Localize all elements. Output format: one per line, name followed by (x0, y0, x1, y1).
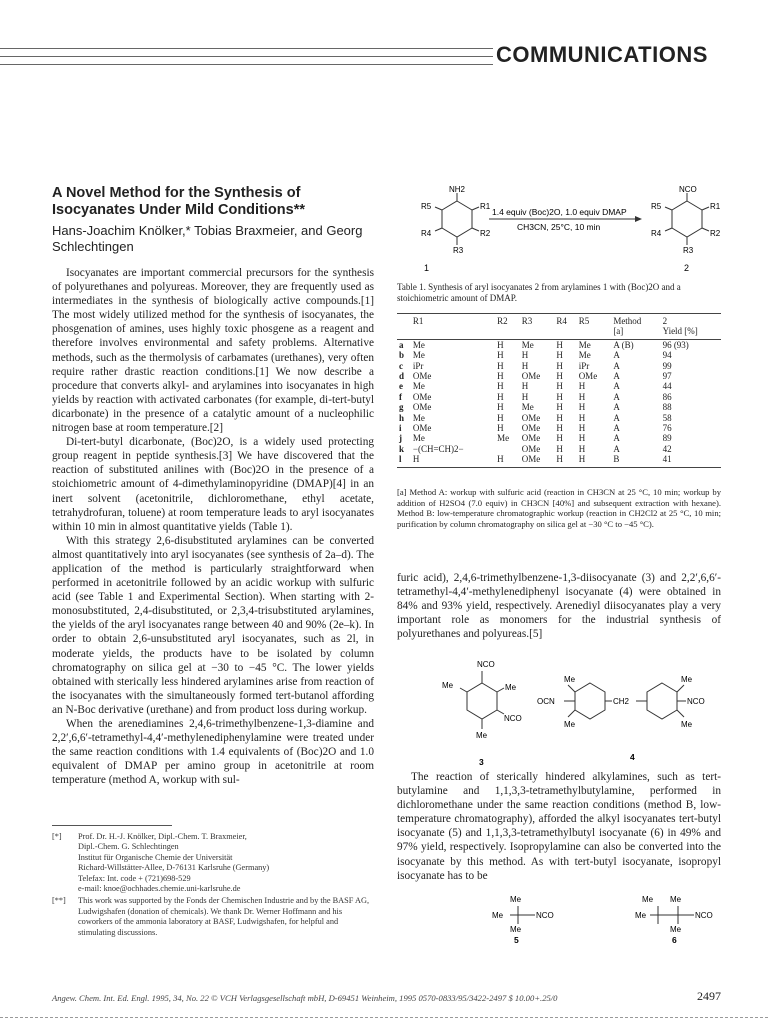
table-cell: A (613, 350, 620, 361)
table-cell: H (556, 391, 563, 402)
me-label: Me (564, 675, 576, 684)
table-cell: H (497, 391, 504, 402)
benzene-ring (467, 683, 497, 719)
me-label: Me (670, 895, 682, 904)
ocn-label: OCN (537, 697, 555, 706)
table-cell (495, 444, 520, 454)
benzene-ring-product (672, 201, 702, 237)
me-label: Me (681, 720, 693, 729)
table-cell: Me (412, 350, 425, 361)
table-cell: e (399, 381, 403, 392)
table-cell: A (613, 433, 620, 444)
me-label: Me (505, 683, 517, 692)
compound-label-3: 3 (479, 757, 484, 767)
table-cell: H (497, 423, 504, 434)
conditions-line: CH3CN, 25°C, 10 min (517, 222, 601, 232)
table-cell: H (556, 339, 563, 350)
footnote (52, 832, 374, 894)
table-cell: −(CH=CH)2− (412, 443, 464, 454)
page-edge-rule (0, 1017, 768, 1018)
compound-label-5: 5 (514, 935, 519, 945)
table-cell: h (399, 412, 405, 423)
reagents-line: 1.4 equiv (Boc)2O, 1.0 equiv DMAP (492, 207, 627, 217)
page-footer: Angew. Chem. Int. Ed. Engl. 1995, 34, No. 22 © VCH Verlagsgesellschaft mbH, D-69451 Weinheim, 1995 0570-0833/95/3422-2497 $ 10.00+.25/0 (52, 993, 558, 1003)
compound-label-1: 1 (424, 263, 430, 273)
benzene-ring (575, 683, 605, 719)
body-column-left (52, 266, 374, 787)
table-cell: 44 (662, 381, 672, 392)
table-cell: Me (412, 381, 425, 392)
table-cell: 89 (662, 433, 672, 444)
table-cell: 97 (662, 371, 672, 382)
title-line: Isocyanates Under Mild Conditions** (52, 202, 305, 218)
table-cell: H (556, 443, 563, 454)
r3-label: R3 (683, 246, 694, 255)
section-heading: COMMUNICATIONS (496, 42, 708, 67)
table-cell: 88 (662, 402, 672, 413)
table-subheader-cell: [a] (611, 326, 660, 339)
table-footnote: [a] Method A: workup with sulfuric acid (reaction in CH3CN at 25 °C, 10 min; workup by addition of H2SO4 (7.0 equiv) in CH3CN [40%] and subsequent extraction with hexane). Method B: low-temperature chromatographic workup (reaction in CH2Cl2 at 25 °C, 10 min; purification by column chromatography on silica gel at −30 °C to −45 °C). (397, 487, 721, 529)
header-rule (0, 48, 493, 49)
footnote-marker: [*] (52, 832, 62, 841)
table-cell: OMe (521, 371, 541, 382)
table-cell: H (556, 423, 563, 434)
table-cell: H (521, 391, 529, 402)
authors-line: Hans-Joachim Knölker,* Tobias Braxmeier, and Georg (52, 223, 363, 238)
table-header-cell: R3 (520, 314, 555, 327)
table-cell: Me (412, 339, 425, 350)
table-row (397, 381, 721, 391)
table-header-cell (397, 314, 411, 327)
paragraph: furic acid), 2,4,6-trimethylbenzene-1,3-diisocyanate (3) and 2,2′,6,6′-tetramethyl-4,4′-methylenediphenyl isocyanate (4) were obtained in 84% and 93% yield, respectively. Arenediyl diisocyanates play a very important role as monomers for the industrial synthesis of polyurethanes and polyureas.[5] (397, 572, 721, 641)
structures-5-6 (480, 886, 730, 946)
footnote-line: e-mail: knoe@ochhades.chemie.uni-karlsruhe.de (78, 884, 241, 894)
footnote-marker: [**] (52, 896, 66, 906)
paragraph: Di-tert-butyl dicarbonate, (Boc)2O, is a widely used protecting group reagent in peptide synthesis.[3] We have discovered that the reaction of substituted anilines with (Boc)2O in the presence of a stoichiometric amount of 4-dimethylaminopyridine (DMAP)[4] in an inert solvent (acetonitrile, dichloromethane, ethyl acetate, tetrahydrofuran, toluene) at room temperature leads to aryl isocyanates within 10 min in almost quantitative yields (Table 1). (52, 436, 374, 533)
me-label: Me (476, 731, 488, 740)
header-rule (0, 56, 493, 57)
paragraph: When the arenediamines 2,4,6-trimethylbenzene-1,3-diamine and 2,2′,6,6′-tetramethyl-4,4′-methylenediphenylamine were treated under the same reaction conditions with 1.4 equivalents of (Boc)2O and 1.0 equivalent of DMAP per amino group in acetonitrile at room temperature (method A, workup with sul- (52, 718, 374, 787)
title-line: A Novel Method for the Synthesis of (52, 185, 301, 201)
r2-label: R2 (480, 229, 491, 238)
footnote-line: Richard-Willstätter-Allee, D-76131 Karlsruhe (Germany) (78, 863, 270, 873)
table-cell: H (521, 360, 529, 371)
footnote-line: Institut für Organische Chemie der Universität (78, 852, 233, 862)
table-subheader-cell (554, 326, 576, 339)
table-row (397, 423, 721, 433)
table-row (397, 350, 721, 360)
table-cell: 94 (662, 350, 672, 361)
table-cell: iPr (412, 360, 424, 371)
r1-label: R1 (480, 202, 491, 211)
me-label: Me (564, 720, 576, 729)
table-caption: Table 1. Synthesis of aryl isocyanates 2 from arylamines 1 with (Boc)2O and a stoichiometric amount of DMAP. (397, 282, 681, 303)
arrow-head (635, 216, 642, 222)
table-cell: H (497, 350, 504, 361)
table-cell: OMe (521, 423, 541, 434)
table-cell: 42 (662, 443, 672, 454)
body-column-right (397, 571, 721, 641)
me-label: Me (670, 925, 682, 934)
table-cell: Me (578, 350, 591, 361)
table-cell: A (613, 402, 620, 413)
table-cell: H (556, 350, 563, 361)
table-cell: OMe (521, 412, 541, 423)
table-row (397, 361, 721, 371)
table-cell: 99 (662, 360, 672, 371)
table-cell: H (578, 433, 586, 444)
me-label: Me (635, 911, 647, 920)
table-row (397, 339, 721, 350)
table-cell: a (399, 339, 404, 350)
table-header-cell: R5 (577, 314, 612, 327)
reaction-scheme (397, 183, 732, 278)
footnote-line: Dipl.-Chem. G. Schlechtingen (78, 842, 179, 852)
footnote (52, 896, 374, 938)
table-cell: A (613, 371, 620, 382)
compound-label-4: 4 (630, 752, 635, 762)
table-cell: l (397, 454, 411, 467)
table-cell: H (578, 402, 586, 413)
article-authors (52, 223, 372, 255)
table-cell: H (554, 454, 576, 467)
table-cell: H (497, 402, 504, 413)
table-subheader-cell (411, 326, 495, 339)
table-cell: OMe (412, 391, 432, 402)
paragraph: Isocyanates are important commercial precursors for the synthesis of polyurethanes and polyureas. Moreover, they are frequently used as intermediates in the synthesis of biologically active compounds.[1] The most widely utilized method for the synthesis of isocyanates, the phosgenation of amines, uses highly toxic phosgene as a reagent and therefore involves environmental and safety problems. Alternative methods, such as the thermolysis of carbamates (urethanes), very often require rather drastic reaction conditions.[1] We now describe a procedure that converts alkyl- and arylamines into isocyanates in high yields by reaction with activated carbonates (for example, di-tert-butyl dicarbonate) in the presence of a catalytic amount of a nucleophilic nitrogen base at room temperature.[2] (52, 267, 374, 435)
table-cell: H (578, 412, 586, 423)
r5-label: R5 (421, 202, 432, 211)
footnote-rule (52, 825, 172, 826)
table-cell: H (556, 371, 563, 382)
table-cell: OMe (521, 433, 541, 444)
table-cell: H (578, 443, 586, 454)
article-title (52, 185, 352, 219)
table-cell: H (556, 412, 563, 423)
table-cell: Me (497, 433, 510, 444)
table-cell: b (399, 350, 405, 361)
table-cell: H (578, 381, 586, 392)
table-cell: A (613, 381, 620, 392)
me-label: Me (681, 675, 693, 684)
table-subheader-cell (495, 326, 520, 339)
authors-line: Schlechtingen (52, 239, 134, 254)
table-cell: 86 (662, 391, 672, 402)
ch2-label: CH2 (613, 697, 630, 706)
table-cell: H (556, 433, 563, 444)
page-number: 2497 (697, 989, 721, 1003)
table-row (397, 371, 721, 381)
table-cell: Me (578, 339, 591, 350)
table-cell: 41 (661, 454, 721, 467)
table-cell: 76 (662, 423, 672, 434)
r1-label: R1 (710, 202, 721, 211)
nh2-label: NH2 (449, 185, 466, 194)
benzene-ring (647, 683, 677, 719)
table-cell: H (521, 381, 529, 392)
r2-label: R2 (710, 229, 721, 238)
table-cell: H (497, 360, 504, 371)
table-subheader-cell (397, 326, 411, 339)
table-subheader-cell (577, 326, 612, 339)
r4-label: R4 (421, 229, 432, 238)
r3-label: R3 (453, 246, 464, 255)
table-cell: H (578, 423, 586, 434)
table-cell: iPr (578, 360, 590, 371)
r4-label: R4 (651, 229, 662, 238)
table-cell: Me (412, 433, 425, 444)
table-header-cell: R1 (411, 314, 495, 327)
table-cell: H (497, 371, 504, 382)
header-rule (0, 64, 493, 65)
table-cell: H (521, 350, 529, 361)
table-subheader-cell (520, 326, 555, 339)
table-cell: OMe (412, 371, 432, 382)
table-subheader-cell: Yield [%] (661, 326, 721, 339)
table-cell: OMe (578, 371, 598, 382)
table-cell: OMe (412, 402, 432, 413)
nco-label: NCO (687, 697, 705, 706)
nco-label: NCO (477, 660, 495, 669)
table-row (397, 433, 721, 443)
table-cell: OMe (520, 454, 555, 467)
table-cell: H (556, 381, 563, 392)
table-cell: H (495, 454, 520, 467)
nco-label: NCO (504, 714, 522, 723)
nco-label: NCO (679, 185, 697, 194)
r5-label: R5 (651, 202, 662, 211)
table-cell: H (578, 391, 586, 402)
table-cell: f (399, 391, 402, 402)
table-cell: A (613, 443, 620, 454)
table-cell: H (556, 360, 563, 371)
table-cell: 58 (662, 412, 672, 423)
table-row (397, 402, 721, 412)
table-cell: Me (412, 412, 425, 423)
table-cell: H (497, 412, 504, 423)
table-cell: Me (521, 402, 534, 413)
table-header-cell: R2 (495, 314, 520, 327)
table-row (397, 454, 721, 467)
table-cell: H (411, 454, 495, 467)
table-cell: A (B) (613, 339, 634, 350)
table-cell: Me (521, 339, 534, 350)
table-cell: H (497, 339, 504, 350)
table-cell: k (399, 443, 405, 454)
table-cell: B (611, 454, 660, 467)
benzene-ring-reactant (442, 201, 472, 237)
table-cell: g (399, 402, 404, 413)
table-cell: H (556, 402, 563, 413)
table-cell: A (613, 412, 620, 423)
me-label: Me (510, 925, 522, 934)
nco-label: NCO (536, 911, 554, 920)
table-cell: c (399, 360, 403, 371)
table-cell: H (577, 454, 612, 467)
table-cell: OMe (412, 423, 432, 434)
table-header-cell: R4 (554, 314, 576, 327)
me-label: Me (492, 911, 504, 920)
table-header-cell: 2 (661, 314, 721, 327)
table-cell: j (399, 433, 402, 444)
table-cell: A (613, 423, 620, 434)
table-cell: d (399, 371, 405, 382)
table-row (397, 392, 721, 402)
nco-label: NCO (695, 911, 713, 920)
author-footnotes (52, 832, 374, 940)
me-label: Me (442, 681, 454, 690)
table-cell: A (613, 360, 620, 371)
table-cell: A (613, 391, 620, 402)
data-table (397, 313, 721, 468)
paragraph: The reaction of sterically hindered alkylamines, such as tert-butylamine and 1,1,3,3-tetramethylbutylamine, performed in dichloromethane under the same reaction conditions (method B, low-temperature chromatography), afforded the alkyl isocyanates tert-butyl isocyanate (5) and 1,1,3,3-tetramethylbutyl isocyanate (6) in 49% and 97% yield, respectively. Isopropylamine can also be converted into the isocyanate by this method. As with tert-butyl isocyanate, isopropyl isocyanate has to be (397, 771, 721, 882)
compound-label-6: 6 (672, 935, 677, 945)
compound-label-2: 2 (684, 263, 690, 273)
structures-3-4 (440, 655, 730, 770)
body-column-right-lower (397, 770, 721, 883)
footnote-line: Prof. Dr. H.-J. Knölker, Dipl.-Chem. T. Braxmeier, (78, 832, 247, 841)
table-cell: 96 (93) (662, 339, 689, 350)
table-row (397, 444, 721, 454)
table-cell: i (399, 423, 402, 434)
footnote-text: This work was supported by the Fonds der Chemischen Industrie and by the BASF AG, Ludwigshafen (donation of chemicals). We thank Dr. Werner Hoffmann and his coworkers of the ammonia laboratory at BASF, Ludwigshafen, for helpful and stimulating discussions. (78, 896, 370, 937)
table-cell: H (497, 381, 504, 392)
me-label: Me (642, 895, 654, 904)
table-row (397, 413, 721, 423)
table-cell: OMe (521, 443, 541, 454)
me-label: Me (510, 895, 522, 904)
footnote-line: Telefax: Int. code + (721)698-529 (78, 873, 191, 883)
paragraph: With this strategy 2,6-disubstituted arylamines can be converted almost quantitatively into aryl isocyanates (see synthesis of 2a–d). The application of the method is particularly straightforward when performed in acetonitrile followed by an acidic workup with sulfuric acid (see Table 1 and Experimental Section). When starting with 2-monosubstituted, 2,4-disubstituted, or 2,3,4-trisubstituted arylamines, the yields of the aryl isocyanates range between 40 and 90% (2e–k). In order to obtain 2,6-unsubstituted aryl isocyanates, such as 2l, in moderate yields, the products have to be isolated by column chromatography on silica gel at −30 to −45 °C. The lower yields obtained with sterically less hindered arylamines arise from reaction of the isocyanates with the simultaneously formed tert-butanol affording an N-Boc derivative (urethane) and from product loss during workup. (52, 534, 374, 716)
table-header-cell: Method (611, 314, 660, 327)
